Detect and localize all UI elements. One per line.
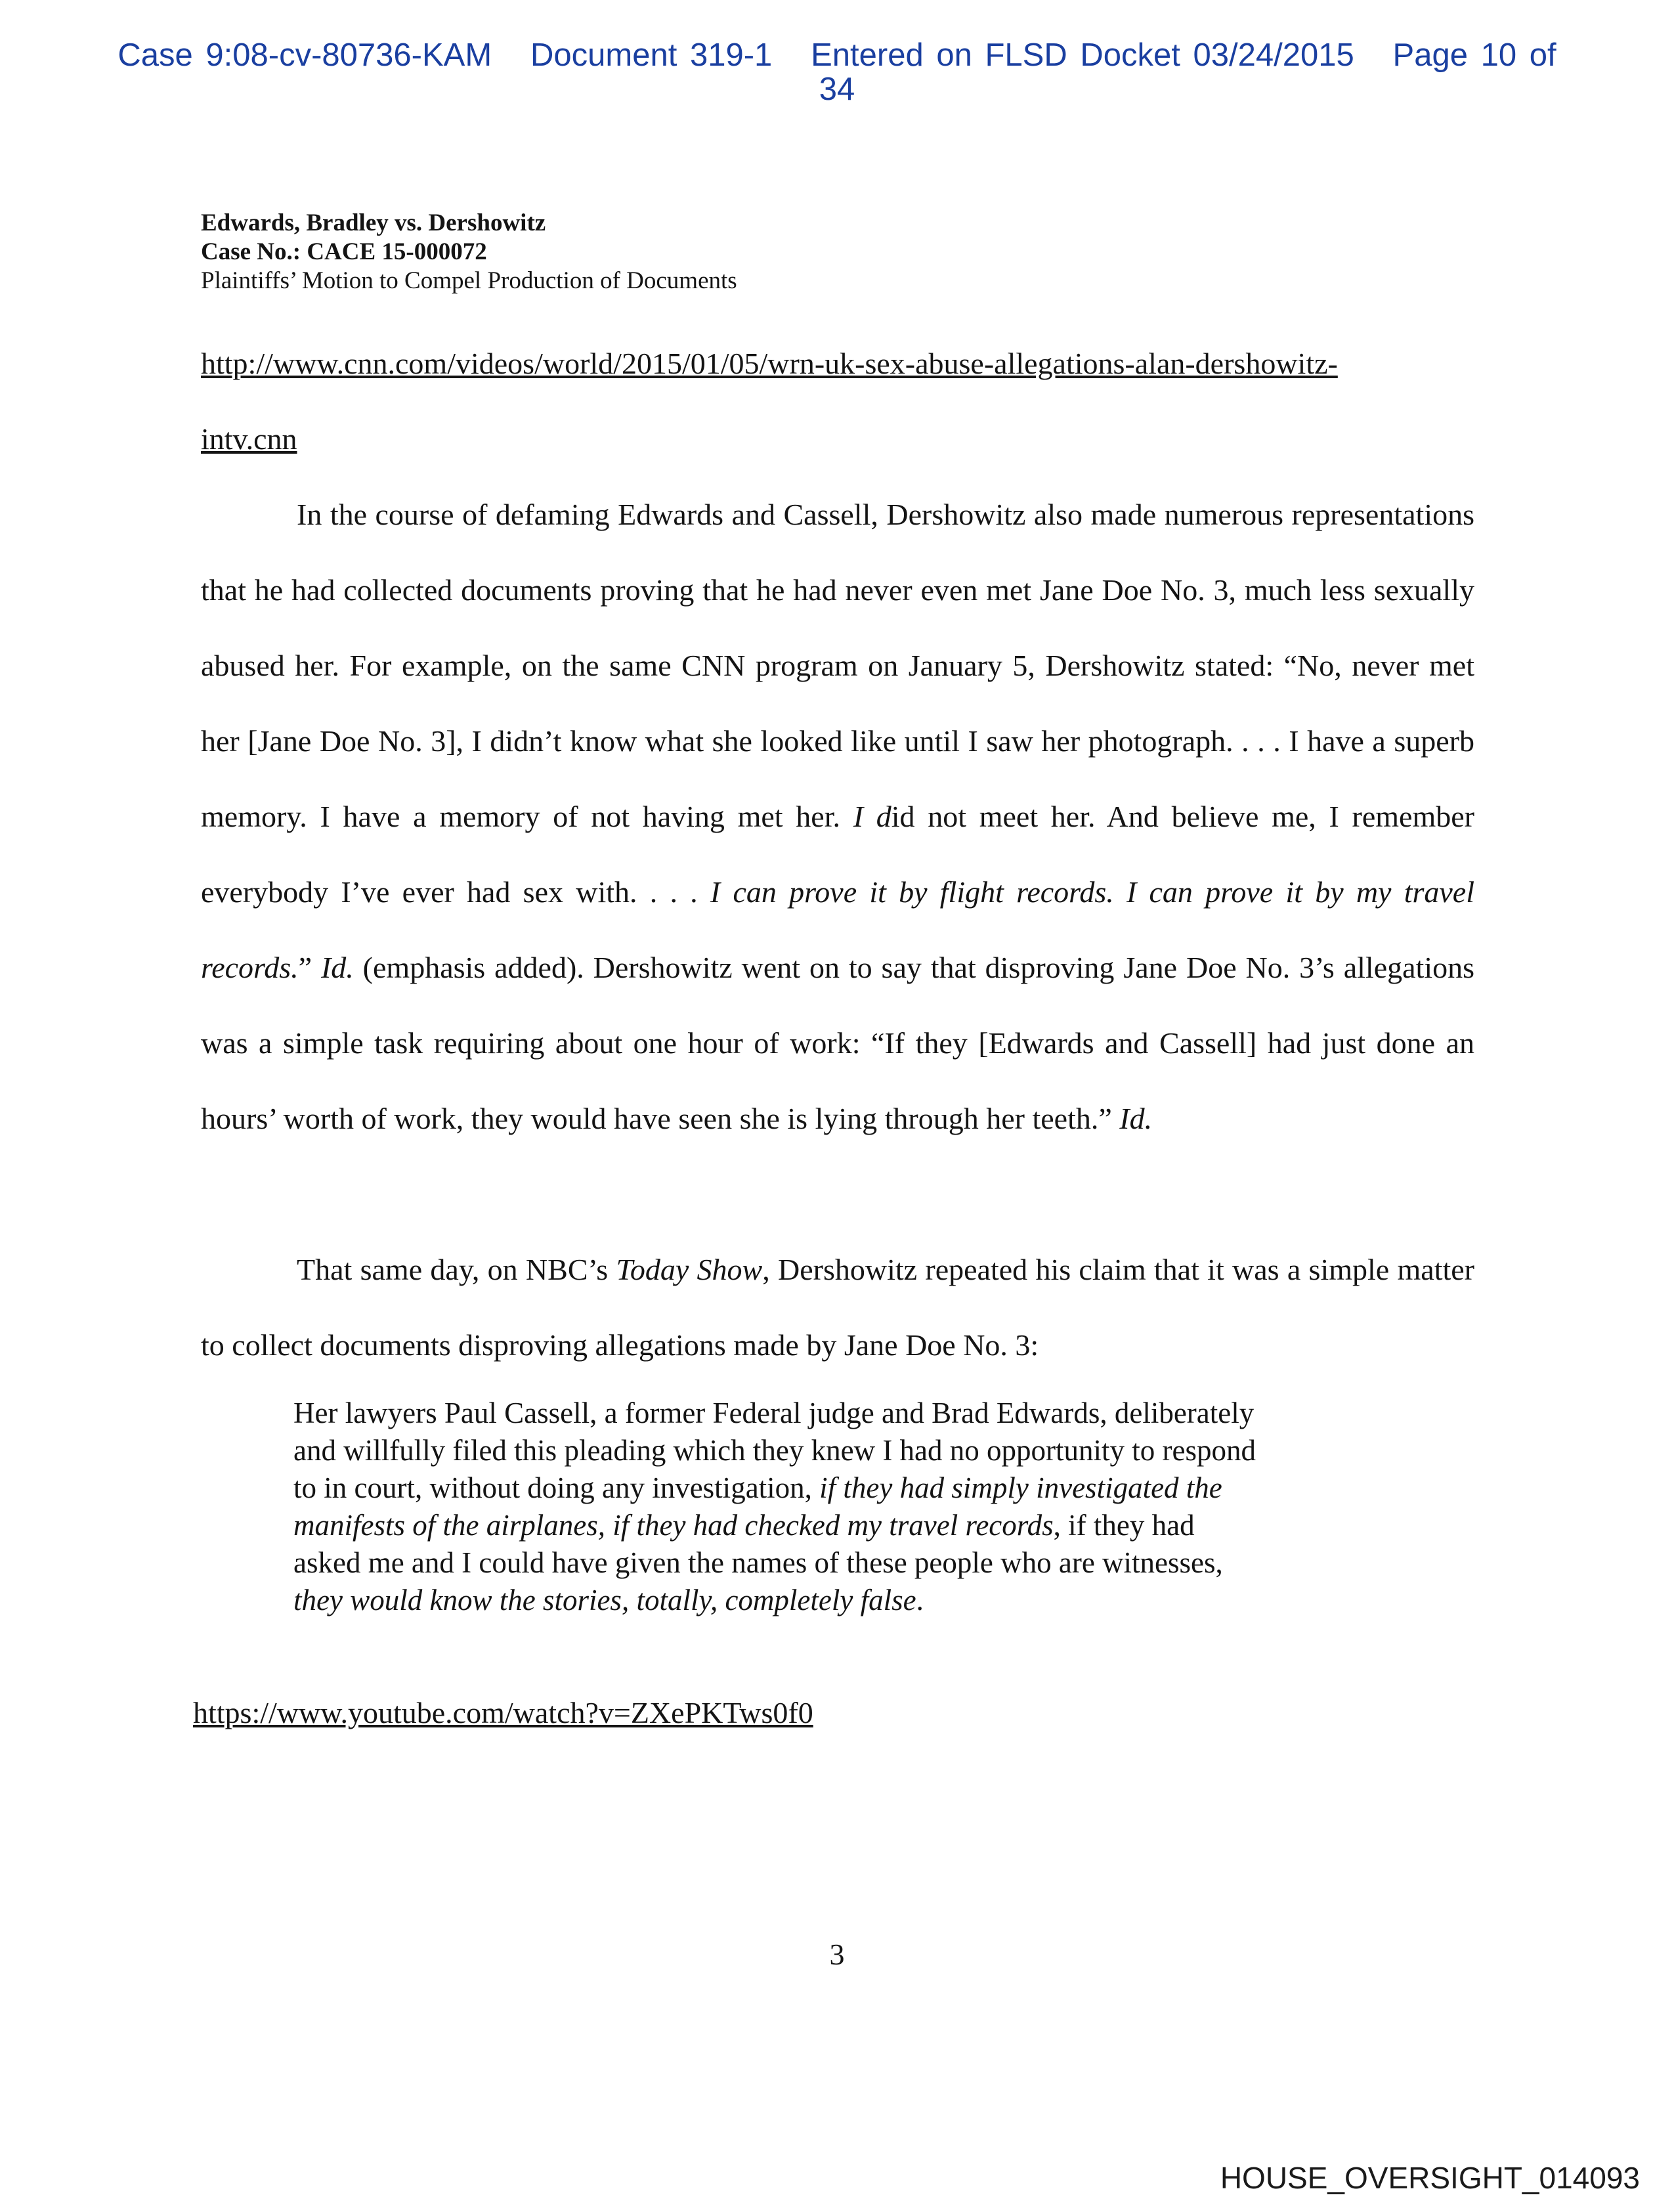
- quote-line-4: manifests of the airplanes, if they had checked my travel records, if they had: [293, 1509, 1195, 1542]
- youtube-url[interactable]: https://www.youtube.com/watch?v=ZXePKTws0f0: [193, 1696, 813, 1729]
- case-caption: [201, 209, 737, 295]
- motion-title: Plaintiffs’ Motion to Compel Production of Documents: [201, 267, 737, 294]
- p1-text-d: (emphasis added). Dershowitz went on to say that disproving Jane Doe No. 3’s allegations was a simple task requiring about one hour of work: “If they [Edwards and Cassell] had just done an hours’ worth of work, they would have seen she is lying through her teeth.”: [201, 951, 1474, 1135]
- p1-italic-a: I d: [853, 800, 891, 833]
- p1-italic-b: I can prove it by flight records. I can prove it by my travel records.: [201, 875, 1474, 984]
- quote-line-5: asked me and I could have given the names of these people who are witnesses,: [293, 1546, 1223, 1579]
- cnn-url-line2[interactable]: intv.cnn: [201, 422, 297, 456]
- page-number: 3: [829, 1938, 845, 1971]
- quote-line-2: and willfully filed this pleading which they knew I had no opportunity to respond: [293, 1434, 1256, 1467]
- block-quote: [293, 1395, 1373, 1619]
- p2-italic-a: Today Show: [616, 1253, 763, 1286]
- body-paragraph-1: [201, 477, 1474, 1156]
- p1-text-c: ”: [298, 951, 321, 984]
- case-parties: Edwards, Bradley vs. Dershowitz: [201, 209, 546, 236]
- p2-text-b: , Dershowitz repeated his claim that it was a simple matter to collect documents disproving allegations made by Jane Doe No. 3:: [201, 1253, 1475, 1362]
- case-number-state: Case No.: CACE 15-000072: [201, 238, 487, 265]
- cnn-url-line1[interactable]: http://www.cnn.com/videos/world/2015/01/05/wrn-uk-sex-abuse-allegations-alan-dershowitz-: [201, 347, 1338, 380]
- case-number: Case 9:08-cv-80736-KAM: [118, 37, 492, 73]
- p1-text-b: id not meet her. And believe me, I remember everybody I’ve ever had sex with. . . .: [201, 800, 1474, 909]
- page-total: 34: [819, 72, 855, 107]
- court-filing-header: [98, 38, 1576, 106]
- p2-text-a: That same day, on NBC’s: [297, 1253, 616, 1286]
- p1-italic-d: Id.: [1119, 1102, 1153, 1135]
- cnn-url[interactable]: [201, 326, 1474, 477]
- docket-entry: Entered on FLSD Docket 03/24/2015: [811, 37, 1354, 73]
- quote-line-6: they would know the stories, totally, completely false.: [293, 1584, 924, 1616]
- document-number: Document 319-1: [530, 37, 773, 73]
- bates-number: HOUSE_OVERSIGHT_014093: [1220, 2161, 1640, 2195]
- quote-line-3: to in court, without doing any investigation, if they had simply investigated the: [293, 1471, 1222, 1504]
- page-of: Page 10 of: [1392, 37, 1556, 73]
- p1-italic-c: Id.: [320, 951, 354, 984]
- p1-text-a: In the course of defaming Edwards and Cassell, Dershowitz also made numerous representations that he had collected documents proving that he had never even met Jane Doe No. 3, much less sexually abused her. For example, on the same CNN program on January 5, Dershowitz stated: “No, never met her [Jane Doe No. 3], I didn’t know what she looked like until I saw her photograph. . . . I have a superb memory. I have a memory of not having met her.: [201, 498, 1474, 833]
- quote-line-1: Her lawyers Paul Cassell, a former Federal judge and Brad Edwards, deliberately: [293, 1397, 1255, 1429]
- body-paragraph-2: [201, 1232, 1474, 1383]
